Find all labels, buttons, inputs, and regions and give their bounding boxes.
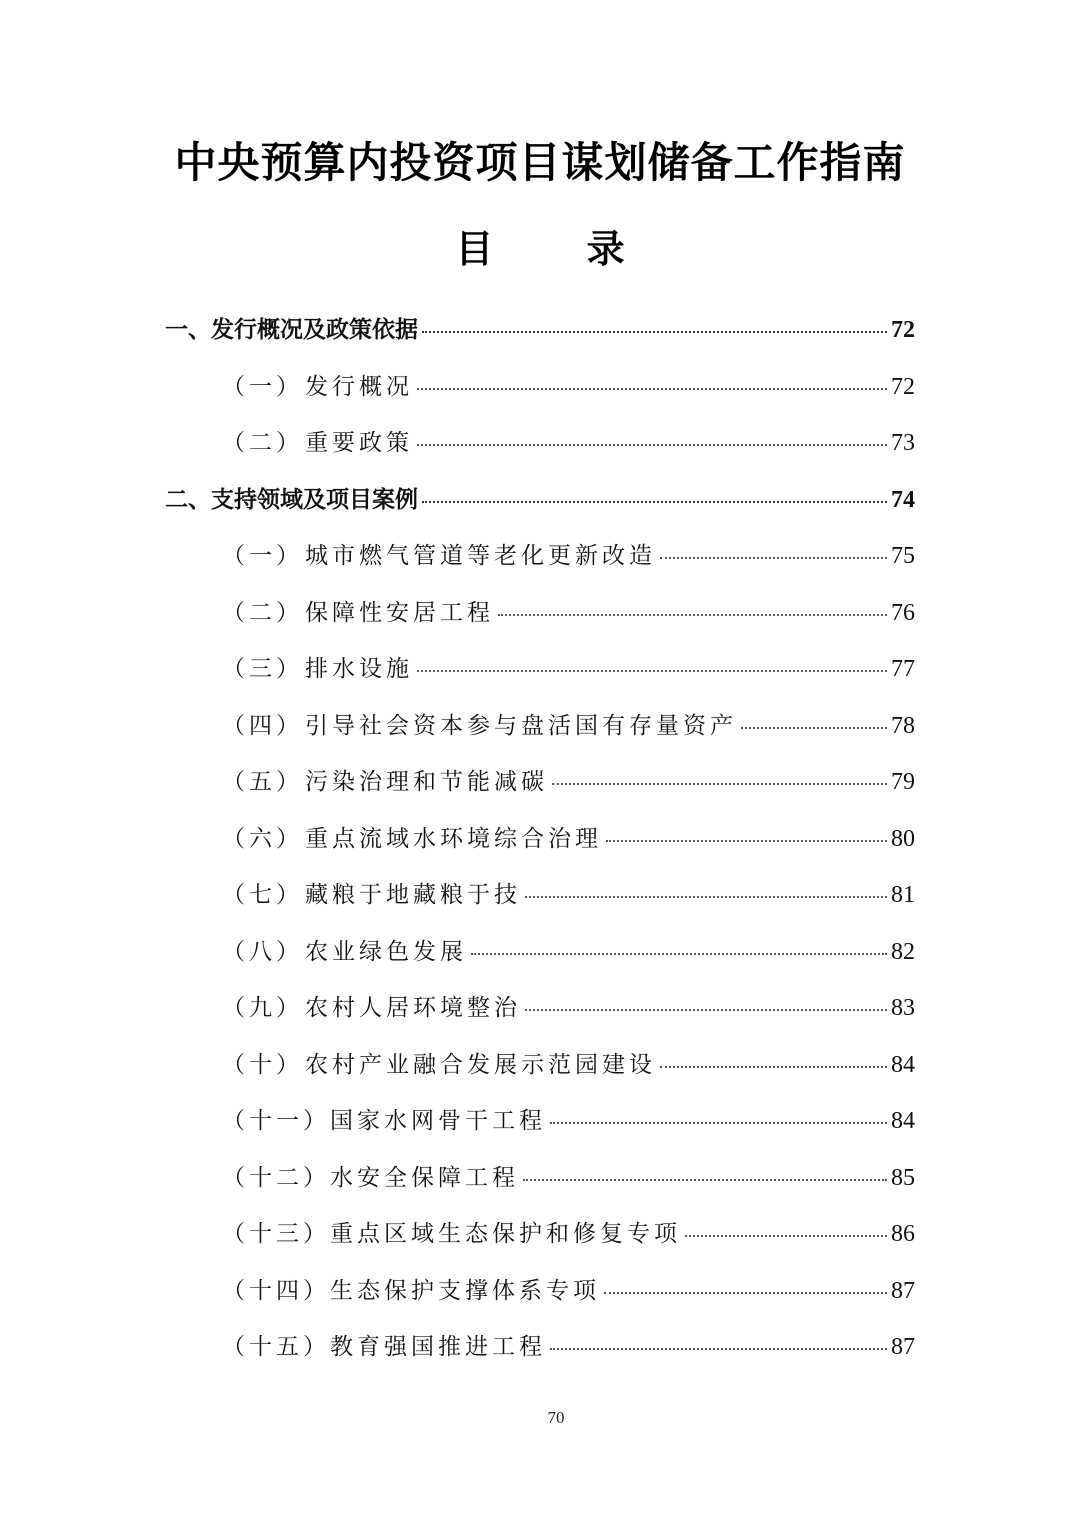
leader-dots [660,1066,887,1068]
toc-entry-title: 发行概况 [305,374,413,400]
toc-entry-title: 重点流域水环境综合治理 [305,826,602,852]
toc-entry-page: 75 [891,543,915,569]
toc-entry-page: 87 [891,1278,915,1304]
toc-entry-page: 78 [891,713,915,739]
toc-entry[interactable] [222,876,915,916]
leader-dots [604,1292,887,1294]
toc-entry-number: （十三） [222,1221,330,1247]
toc-entry[interactable] [222,424,915,464]
toc-entry-number: （十五） [222,1334,330,1360]
toc-entry[interactable] [222,1328,915,1368]
toc-entry[interactable] [222,1102,915,1142]
toc-entry-title: 引导社会资本参与盘活国有存量资产 [305,713,737,739]
toc-entry[interactable] [222,1159,915,1199]
leader-dots [525,896,887,898]
toc-entry[interactable] [222,368,915,408]
toc-heading: 目 录 [455,227,665,271]
toc-entry-title: 排水设施 [305,656,413,682]
leader-dots [525,1009,887,1011]
toc-entry[interactable] [222,933,915,973]
toc-entry[interactable] [222,594,915,634]
toc-entry-number: （十二） [222,1165,330,1191]
leader-dots [550,1348,887,1350]
toc-entry[interactable] [222,1272,915,1312]
leader-dots [417,444,887,446]
toc-entry-page: 80 [891,826,915,852]
leader-dots [606,840,887,842]
toc-entry-page: 76 [891,600,915,626]
toc-entry-title: 国家水网骨干工程 [330,1108,546,1134]
leader-dots [498,614,887,616]
toc-entry-number: （九） [222,995,303,1021]
toc-entry-page: 86 [891,1221,915,1247]
toc-entry-number: 二、 [165,487,211,513]
page-number: 70 [547,1408,565,1427]
toc-entry-page: 72 [891,317,915,343]
toc-entry-page: 77 [891,656,915,682]
toc-entry-title: 支持领域及项目案例 [211,487,418,513]
toc-entry-number: （一） [222,543,303,569]
leader-dots [552,783,887,785]
toc-entry-page: 84 [891,1108,915,1134]
toc-entry-title: 农村产业融合发展示范园建设 [305,1052,656,1078]
toc-entry-title: 生态保护支撑体系专项 [330,1278,600,1304]
leader-dots [471,953,887,955]
toc-entry-title: 藏粮于地藏粮于技 [305,882,521,908]
toc-entry-number: （五） [222,769,303,795]
toc-entry-number: （十一） [222,1108,330,1134]
document-title: 中央预算内投资项目谋划储备工作指南 [174,138,906,187]
toc-entry-title: 重点区域生态保护和修复专项 [330,1221,681,1247]
toc-entry-number: （四） [222,713,303,739]
toc-entry-number: （二） [222,600,303,626]
leader-dots [422,331,887,333]
toc-entry-page: 83 [891,995,915,1021]
leader-dots [422,501,887,503]
toc-entry-title: 城市燃气管道等老化更新改造 [305,543,656,569]
toc-entry-title: 发行概况及政策依据 [211,317,418,343]
toc-entry-page: 79 [891,769,915,795]
toc-entry-page: 74 [891,487,915,513]
leader-dots [550,1122,887,1124]
toc-entry-page: 81 [891,882,915,908]
toc-entry-title: 污染治理和节能减碳 [305,769,548,795]
toc-entry-section-2[interactable] [165,481,915,521]
toc-entry[interactable] [222,820,915,860]
toc-entry[interactable] [222,1046,915,1086]
toc-entry-number: （六） [222,826,303,852]
toc-entry-title: 重要政策 [305,430,413,456]
toc-entry[interactable] [222,650,915,690]
toc-entry-number: （八） [222,939,303,965]
toc-entry-page: 87 [891,1334,915,1360]
toc-entry-title: 保障性安居工程 [305,600,494,626]
toc-entry-title: 农业绿色发展 [305,939,467,965]
toc-entry-number: （二） [222,430,303,456]
toc-entry-number: （十） [222,1052,303,1078]
leader-dots [417,388,887,390]
toc-entry-page: 73 [891,430,915,456]
leader-dots [685,1235,887,1237]
toc-entry-number: （七） [222,882,303,908]
toc-entry[interactable] [222,537,915,577]
toc-entry[interactable] [222,989,915,1029]
toc-entry[interactable] [222,1215,915,1255]
toc-entry[interactable] [222,763,915,803]
toc-entry-page: 72 [891,374,915,400]
toc-entry-number: （三） [222,656,303,682]
leader-dots [417,670,887,672]
leader-dots [660,557,887,559]
leader-dots [523,1179,887,1181]
toc-entry-title: 农村人居环境整治 [305,995,521,1021]
toc-entry-number: （一） [222,374,303,400]
toc-entry-section-1[interactable] [165,311,915,351]
toc-entry-page: 84 [891,1052,915,1078]
toc-entry-number: 一、 [165,317,211,343]
toc-entry[interactable] [222,707,915,747]
toc-entry-number: （十四） [222,1278,330,1304]
toc-entry-page: 82 [891,939,915,965]
toc-entry-title: 水安全保障工程 [330,1165,519,1191]
toc-entry-title: 教育强国推进工程 [330,1334,546,1360]
toc-entry-page: 85 [891,1165,915,1191]
leader-dots [741,727,887,729]
